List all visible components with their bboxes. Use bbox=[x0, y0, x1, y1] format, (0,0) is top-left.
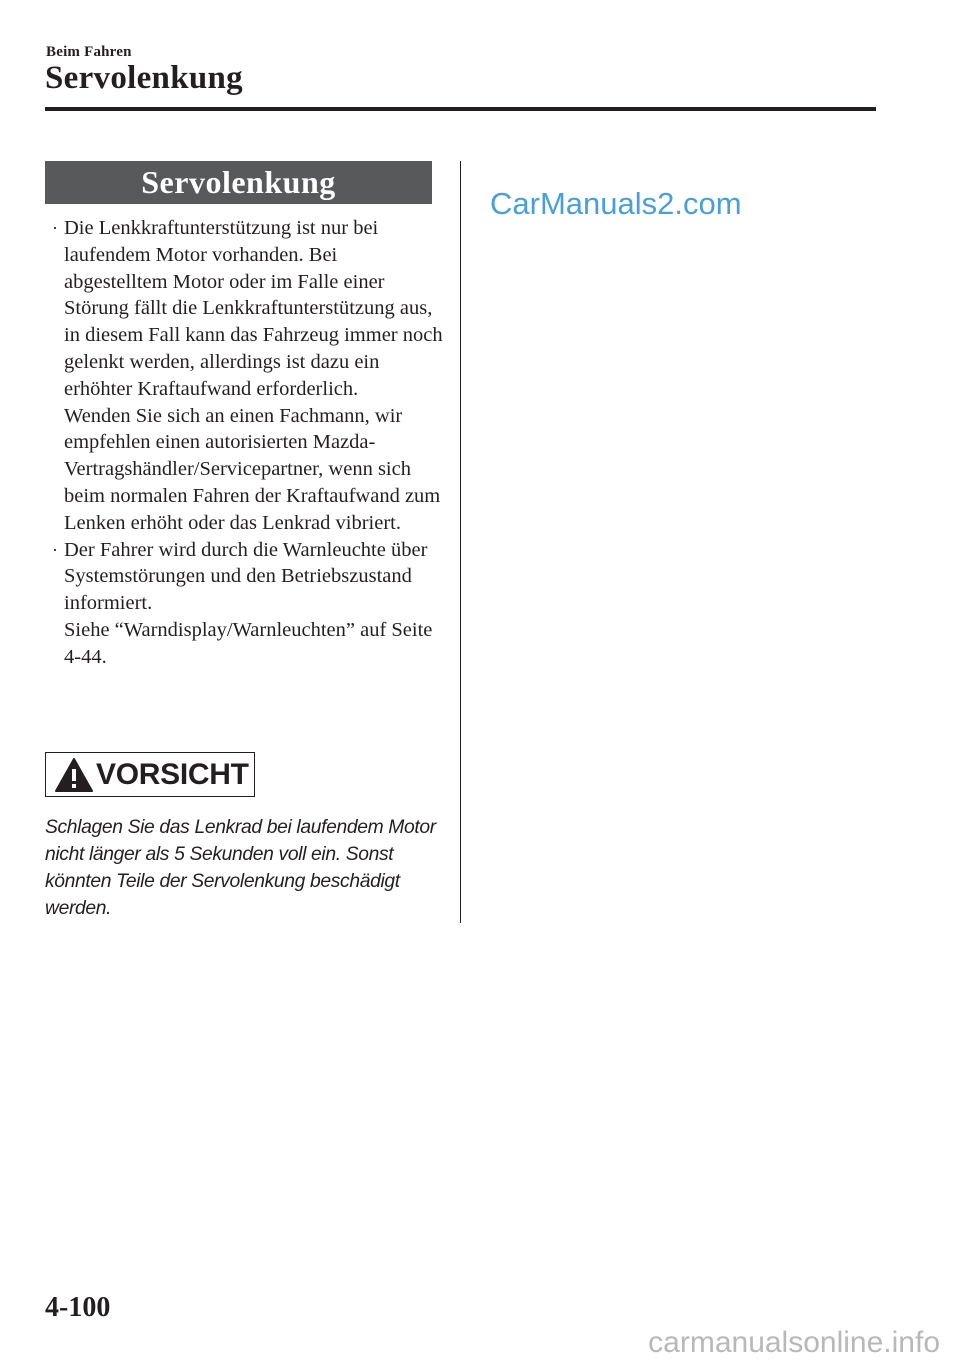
bullet-paragraph: Die Lenkkraftunterstützung ist nur bei laufendem Motor vorhanden. Bei abgestelltem Motor oder im Falle einer Störung fällt die Lenkkraftunterstützung aus, in diesem Fall kann das Fahrzeug immer noch gelenkt werden, allerdings ist dazu ein erhöhter Kraftaufwand erforderlich. bbox=[64, 217, 443, 400]
bullet-dot-icon: · bbox=[52, 539, 58, 560]
warning-label: VORSICHT bbox=[96, 757, 249, 791]
section-title-bar: Servolenkung bbox=[45, 161, 432, 204]
bullet-list bbox=[45, 215, 445, 671]
caution-text: Schlagen Sie das Lenkrad bei laufendem Motor nicht länger als 5 Sekunden voll ein. Sonst könnten Teile der Servolenkung beschädigt werden. bbox=[45, 817, 436, 919]
header-rule bbox=[45, 107, 876, 111]
list-item bbox=[45, 537, 445, 671]
bullet-paragraph: Der Fahrer wird durch die Warnleuchte über Systemstörungen und den Betriebszustand informiert. bbox=[64, 538, 428, 615]
watermark-bottom: carmanualsonline.info bbox=[648, 1326, 940, 1359]
section-label: Beim Fahren bbox=[46, 44, 132, 60]
page-number: 4-100 bbox=[45, 1292, 111, 1323]
bullet-paragraph: Wenden Sie sich an einen Fachmann, wir empfehlen einen autorisierten Mazda-Vertragshändler/Servicepartner, wenn sich beim normalen Fahren der Kraftaufwand zum Lenken erhöht oder das Lenkrad vibriert. bbox=[64, 404, 441, 534]
warning-triangle-icon bbox=[54, 757, 94, 793]
bullet-dot-icon: · bbox=[52, 218, 58, 238]
column-divider bbox=[460, 161, 461, 923]
warning-box bbox=[45, 752, 255, 797]
list-item bbox=[45, 215, 445, 537]
page-heading: Servolenkung bbox=[45, 60, 243, 96]
watermark-top: CarManuals2.com bbox=[490, 186, 742, 221]
bullet-paragraph: Siehe “Warndisplay/Warnleuchten” auf Seite 4-44. bbox=[64, 618, 433, 668]
